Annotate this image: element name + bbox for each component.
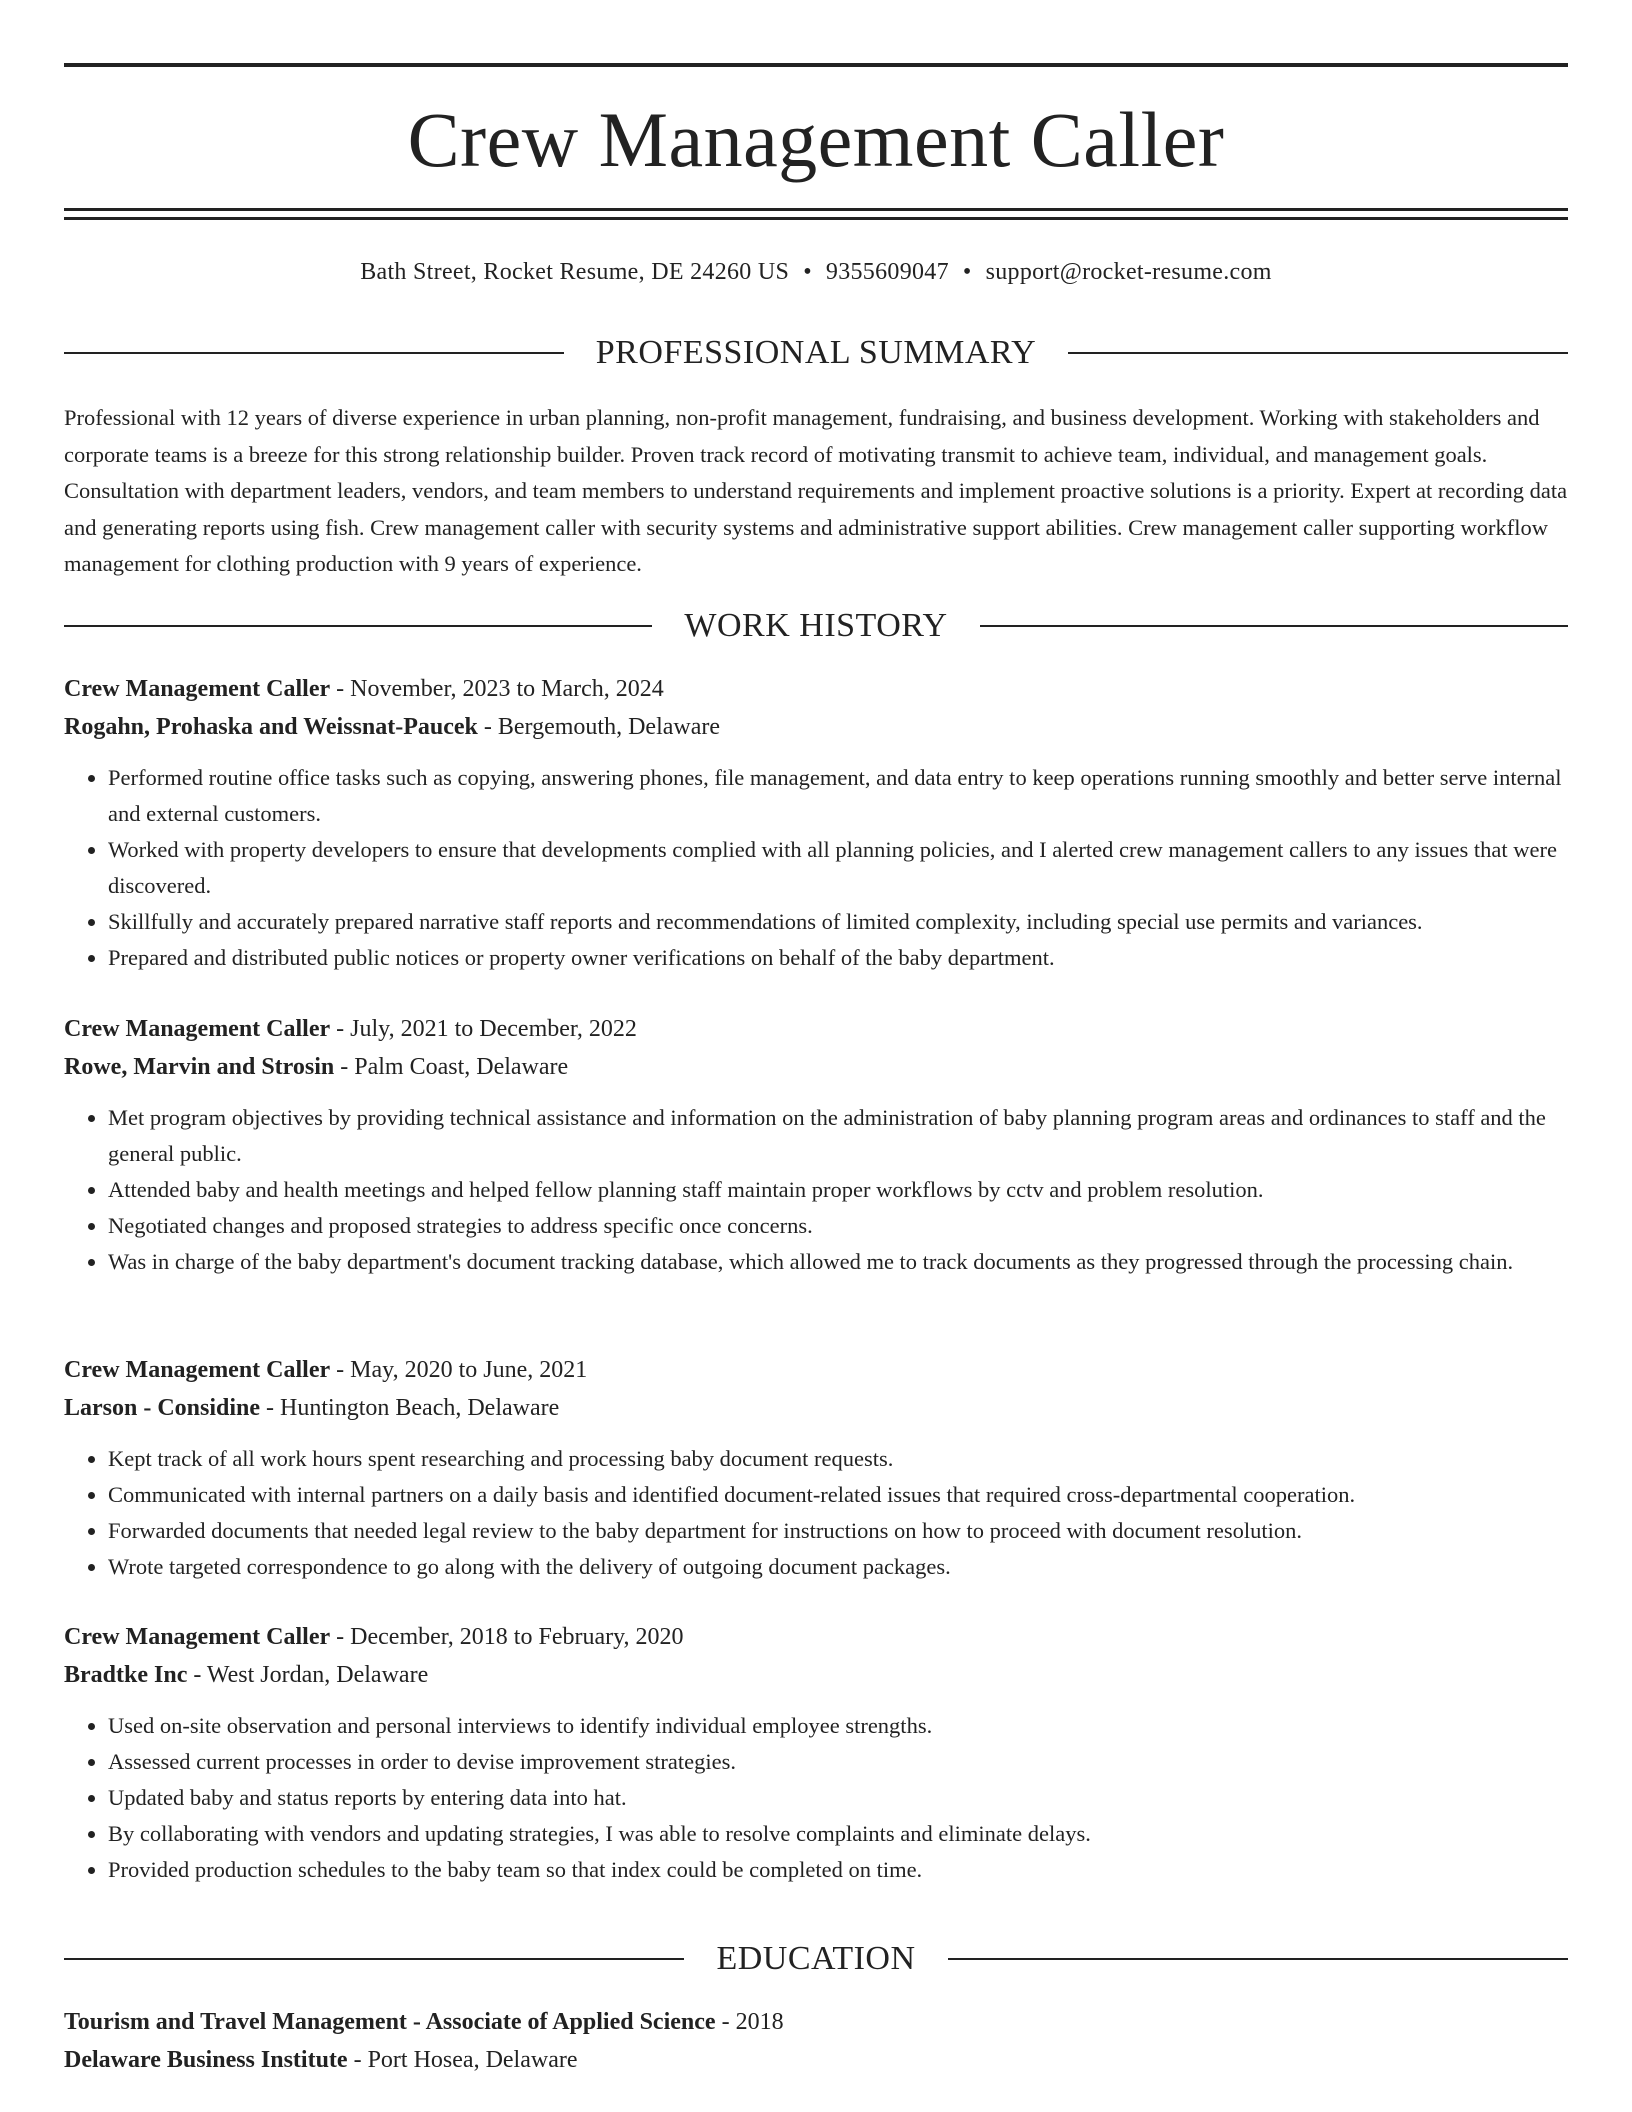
job-title-line — [64, 670, 1568, 708]
job-company: Rowe, Marvin and Strosin — [64, 1054, 335, 1080]
job-dates: November, 2023 to March, 2024 — [350, 676, 664, 702]
job-location: Palm Coast, Delaware — [354, 1054, 569, 1080]
list-item: • Assessed current processes in order to devise improvement strategies. — [108, 1744, 1568, 1780]
section-title: WORK HISTORY — [684, 607, 948, 644]
section-rule-left — [64, 625, 652, 627]
education-school: Delaware Business Institute — [64, 2047, 348, 2073]
dash: - — [187, 1662, 207, 1688]
job-title-line — [64, 1618, 1568, 1656]
education-entry — [64, 2003, 1568, 2079]
job-entry — [64, 1351, 1568, 1585]
job-entry — [64, 670, 1568, 976]
top-rule — [64, 63, 1568, 67]
contact-address: Bath Street, Rocket Resume, DE 24260 US — [360, 259, 790, 285]
job-title: Crew Management Caller — [64, 1016, 331, 1042]
list-item: • Was in charge of the baby department's document tracking database, which allowed me to track documents as they progressed through the processing chain. — [108, 1244, 1568, 1280]
dash: - — [477, 714, 498, 740]
dash: - — [334, 1054, 355, 1080]
job-company-line — [64, 1656, 1568, 1694]
list-item: • By collaborating with vendors and updating strategies, I was able to resolve complaints and eliminate delays. — [108, 1816, 1568, 1852]
job-bullets — [64, 760, 1568, 976]
list-item: • Forwarded documents that needed legal review to the baby department for instructions on how to proceed with document resolution. — [108, 1513, 1568, 1549]
section-title: EDUCATION — [716, 1940, 916, 1977]
section-rule-right — [980, 625, 1568, 627]
dash: - — [260, 1395, 281, 1421]
job-dates: May, 2020 to June, 2021 — [350, 1357, 588, 1383]
contact-separator: • — [962, 259, 972, 285]
list-item: • Communicated with internal partners on a daily basis and identified document-related issues that required cross-departmental cooperation. — [108, 1477, 1568, 1513]
education-degree: Tourism and Travel Management - Associate of Applied Science — [64, 2009, 716, 2035]
dash: - — [330, 676, 351, 702]
section-header-education — [64, 1939, 1568, 1979]
list-item: • Attended baby and health meetings and helped fellow planning staff maintain proper workflows by cctv and problem resolution. — [108, 1172, 1568, 1208]
job-location: Huntington Beach, Delaware — [280, 1395, 560, 1421]
list-item: • Performed routine office tasks such as copying, answering phones, file management, and data entry to keep operations running smoothly and better serve internal and external customers. — [108, 760, 1568, 832]
education-school-line — [64, 2041, 1568, 2079]
name-double-rule — [64, 208, 1568, 220]
section-rule-right — [948, 1958, 1568, 1960]
list-item: • Provided production schedules to the baby team so that index could be completed on time. — [108, 1852, 1568, 1888]
section-rule-left — [64, 352, 564, 354]
list-item: • Skillfully and accurately prepared narrative staff reports and recommendations of limited complexity, including special use permits and variances. — [108, 904, 1568, 940]
job-company: Larson - Considine — [64, 1395, 261, 1421]
section-rule-left — [64, 1958, 684, 1960]
job-title: Crew Management Caller — [64, 1624, 331, 1650]
list-item: • Negotiated changes and proposed strategies to address specific once concerns. — [108, 1208, 1568, 1244]
contact-line — [64, 254, 1568, 290]
job-bullets — [64, 1708, 1568, 1888]
list-item: • Prepared and distributed public notices or property owner verifications on behalf of the baby department. — [108, 940, 1568, 976]
list-item: • Wrote targeted correspondence to go along with the delivery of outgoing document packages. — [108, 1549, 1568, 1585]
job-dates: December, 2018 to February, 2020 — [350, 1624, 684, 1650]
job-company: Bradtke Inc — [64, 1662, 188, 1688]
dash: - — [330, 1016, 351, 1042]
job-title-line — [64, 1351, 1568, 1389]
job-company: Rogahn, Prohaska and Weissnat-Paucek — [64, 714, 478, 740]
candidate-name: Crew Management Caller — [407, 96, 1225, 183]
contact-phone: 9355609047 — [825, 259, 949, 285]
job-entry — [64, 1618, 1568, 1888]
section-rule-right — [1068, 352, 1568, 354]
job-company-line — [64, 708, 1568, 746]
section-header-work-history — [64, 606, 1568, 646]
job-location: Bergemouth, Delaware — [497, 714, 721, 740]
section-title: PROFESSIONAL SUMMARY — [595, 334, 1037, 371]
list-item: • Met program objectives by providing technical assistance and information on the administration of baby planning program areas and ordinances to staff and the general public. — [108, 1100, 1568, 1172]
job-company-line — [64, 1389, 1568, 1427]
education-year: 2018 — [735, 2009, 784, 2035]
dash: - — [347, 2047, 368, 2073]
dash: - — [330, 1624, 351, 1650]
job-bullets — [64, 1100, 1568, 1280]
dash: - — [715, 2009, 736, 2035]
education-degree-line — [64, 2003, 1568, 2041]
list-item: • Kept track of all work hours spent researching and processing baby document requests. — [108, 1441, 1568, 1477]
job-location: West Jordan, Delaware — [206, 1662, 429, 1688]
summary-paragraph: Professional with 12 years of diverse experience in urban planning, non-profit management, fundraising, and business development. Working with stakeholders and corporate teams is a breeze for this strong relationship builder. Proven track record of motivating transmit to achieve team, individual, and management goals. Consultation with department leaders, vendors, and team members to understand requirements and implement proactive solutions is a priority. Expert at recording data and generating reports using fish. Crew management caller with security systems and administrative support abilities. Crew management caller supporting workflow management for clothing production with 9 years of experience. — [64, 405, 1568, 576]
job-company-line — [64, 1048, 1568, 1086]
job-dates: July, 2021 to December, 2022 — [350, 1016, 637, 1042]
job-bullets — [64, 1441, 1568, 1585]
education-location: Port Hosea, Delaware — [367, 2047, 578, 2073]
dash: - — [330, 1357, 351, 1383]
contact-separator: • — [803, 259, 812, 285]
list-item: • Worked with property developers to ensure that developments complied with all planning policies, and I alerted crew management callers to any issues that were discovered. — [108, 832, 1568, 904]
list-item: • Used on-site observation and personal interviews to identify individual employee strengths. — [108, 1708, 1568, 1744]
job-title: Crew Management Caller — [64, 1357, 331, 1383]
job-title-line — [64, 1010, 1568, 1048]
list-item: • Updated baby and status reports by entering data into hat. — [108, 1780, 1568, 1816]
job-entry — [64, 1010, 1568, 1280]
job-title: Crew Management Caller — [64, 676, 331, 702]
contact-email: support@rocket-resume.com — [985, 259, 1272, 285]
section-header-summary — [64, 333, 1568, 373]
